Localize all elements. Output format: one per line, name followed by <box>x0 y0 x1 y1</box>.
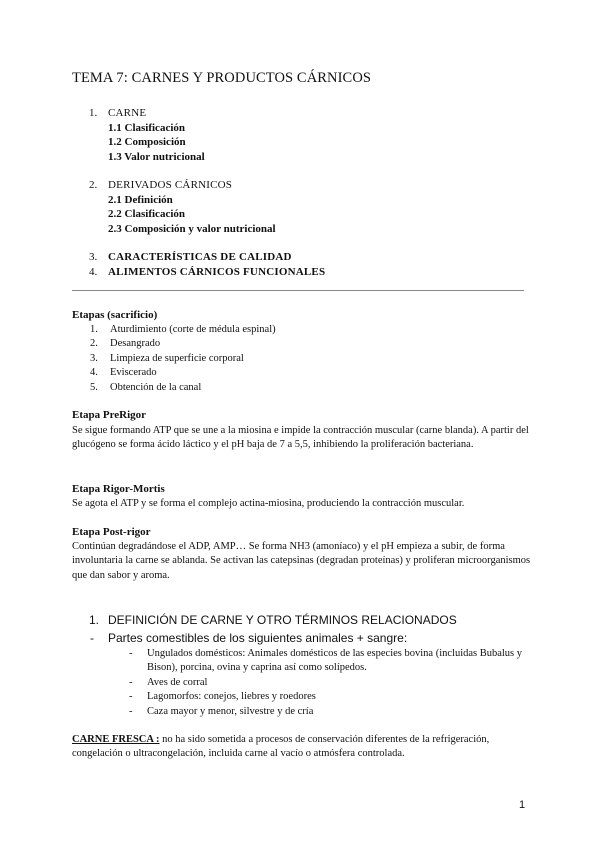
toc-number: 3. <box>89 251 98 263</box>
horizontal-divider <box>72 290 524 291</box>
dash-text: Partes comestibles de los siguientes animales + sangre: <box>108 631 408 645</box>
toc-number: 2. <box>89 179 98 191</box>
carne-fresca-text: no ha sido sometida a procesos de conservación diferentes de la refrigeración, congelación o ultracongelación, incluida carne al vacío o atmósfera controlada. <box>72 734 490 760</box>
toc-subitem: 1.2 Composición <box>108 136 186 148</box>
rigor-heading: Etapa Rigor-Mortis <box>72 483 165 495</box>
list-item <box>72 676 532 690</box>
toc-subitem: 2.1 Definición <box>108 193 173 206</box>
toc-subitem: 2.2 Clasificación <box>108 208 185 220</box>
page-number: 1 <box>519 799 526 811</box>
list-item <box>72 690 532 704</box>
dash-marker: - <box>129 676 133 688</box>
list-text: Limpieza de superficie corporal <box>110 352 244 364</box>
list-text: Desangrado <box>110 338 161 350</box>
list-number: 5. <box>90 381 98 393</box>
toc-number: 1. <box>89 107 98 119</box>
toc-section-1 <box>72 106 532 164</box>
dash-marker: - <box>129 705 133 717</box>
toc-heading: ALIMENTOS CÁRNICOS FUNCIONALES <box>108 265 326 278</box>
document-title: TEMA 7: CARNES Y PRODUCTOS CÁRNICOS <box>72 70 372 86</box>
list-text: Caza mayor y menor, silvestre y de cría <box>147 705 314 717</box>
postrigor-paragraph: Continúan degradándose el ADP, AMP… Se forma NH3 (amoníaco) y el pH empieza a subir, de forma involuntaria la carne se ablanda. Se activan las catepsinas (degradan proteínas) y proliferan microorganismos que dan sabor y aroma. <box>72 541 531 581</box>
carne-fresca-label: CARNE FRESCA : <box>72 734 160 745</box>
section-title: DEFINICIÓN DE CARNE Y OTRO TÉRMINOS RELACIONADOS <box>108 613 457 627</box>
section-number: 1. <box>89 613 100 627</box>
prerigor-paragraph: Se sigue formando ATP que se une a la miosina e impide la contracción muscular (carne blanda). A partir del glucógeno se forma ácido láctico y el pH baja de 7 a 5,5, inhibiendo la proliferación bacteriana. <box>72 425 529 451</box>
animal-list <box>72 647 532 719</box>
toc-subitem: 2.3 Composición y valor nutricional <box>108 222 276 235</box>
list-text: Obtención de la canal <box>110 381 202 393</box>
toc-heading: CARNE <box>108 107 147 119</box>
dash-marker: - <box>90 631 94 645</box>
list-text: Eviscerado <box>110 367 157 379</box>
rigor-paragraph: Se agota el ATP y se forma el complejo actina-miosina, produciendo la contracción muscular. <box>72 498 465 509</box>
toc-subitem: 1.3 Valor nutricional <box>108 150 205 163</box>
toc-section-3-4 <box>72 250 532 279</box>
etapas-heading: Etapas (sacrificio) <box>72 309 158 321</box>
list-text: Ungulados domésticos: Animales domésticos de las especies bovina (incluidas Bubalus y Bison), porcina, ovina y caprina así como solípedos. <box>147 648 523 674</box>
list-item <box>72 647 532 676</box>
list-number: 4. <box>90 367 98 379</box>
list-item <box>72 705 532 719</box>
dash-marker: - <box>129 691 133 703</box>
toc-heading: CARACTERÍSTICAS DE CALIDAD <box>108 251 292 263</box>
dash-marker: - <box>129 648 133 659</box>
prerigor-heading: Etapa PreRigor <box>72 409 147 421</box>
toc-section-2 <box>72 178 532 236</box>
toc-subitem: 1.1 Clasificación <box>108 121 185 134</box>
postrigor-heading: Etapa Post-rigor <box>72 526 151 538</box>
list-text: Lagomorfos: conejos, liebres y roedores <box>147 691 316 703</box>
list-number: 2. <box>90 338 98 350</box>
toc-number: 4. <box>89 265 98 278</box>
list-text: Aturdimiento (corte de médula espinal) <box>110 324 276 335</box>
carne-fresca-paragraph <box>72 733 532 762</box>
toc-heading: DERIVADOS CÁRNICOS <box>108 179 233 191</box>
list-number: 1. <box>90 324 98 335</box>
list-number: 3. <box>90 352 98 364</box>
list-text: Aves de corral <box>147 676 208 688</box>
